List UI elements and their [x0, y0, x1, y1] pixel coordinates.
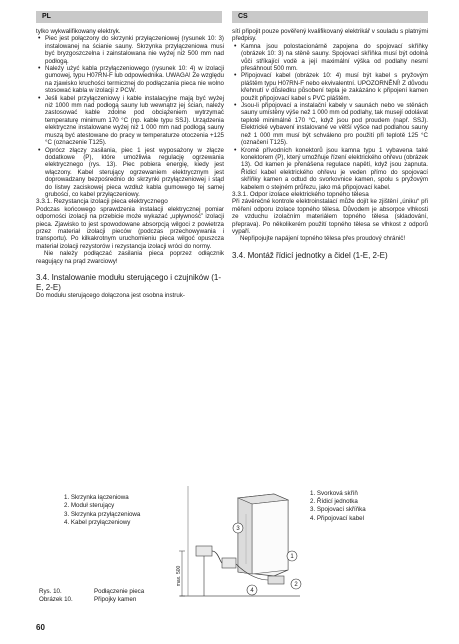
callout-2 [291, 579, 301, 589]
legend-item: 1. Skrzynka łączeniowa [64, 494, 129, 501]
callout-1 [287, 551, 297, 561]
svg-text:4: 4 [250, 588, 254, 594]
bullet-list [36, 35, 224, 198]
subsection-warning: Nepřipojujte napájení topného tělesa přes proudový chránič! [240, 235, 406, 243]
svg-text:2: 2 [294, 582, 298, 588]
legend-item: 4. Připojovací kabel [310, 514, 364, 522]
legend-item: 2. Moduł sterujący [64, 502, 115, 510]
callout-3 [233, 523, 243, 533]
list-item: • Kromě přívodních konektorů jsou kamna typu 1 vybavena také konektorem (P), který umožňuje řízení elektrického ohřevu (obrázek 13). Od kamen je přenášena regulace napětí, když jsou zapnuta. Řídicí kabel elektrického ohřevu je veden přímo do spojovací skříňky kamen a odtud do svorkovnice kamen, spolu s pryžovým kabelem o stejném průřezu, jako má připojovací kabel. [232, 147, 428, 191]
subsection-text: Podczas końcowego sprawdzenia instalacji elektrycznej pomiar odporności izolacji na przebicie może wykazać „upływność” izolacji pieca. Zjawisko to jest spowodowane absorpcją wilgoci z powietrza przez materiał izolacji pieców (podczas przechowywania i transportu). Po kilkakrotnym uruchomieniu pieca wilgoć opuszcza materiał izolacji rezystorów i rezystancja izolacji wróci do normy. [36, 205, 224, 250]
heater-installation-drawing [176, 484, 306, 602]
section-title: 3.4. Instalowanie modułu sterującego i czujników (1-E, 2-E) [36, 273, 221, 292]
legend-item: 2. Řídicí jednotka [310, 498, 358, 506]
legend-item: 3. Skrzynka przyłączeniowa [64, 510, 141, 518]
figure-caption: Podłączenie pieca Připojky kamen [94, 588, 145, 603]
page-number: 60 [36, 623, 45, 632]
section-title: 3.4. Montáž řídicí jednotky a čidel (1-E, 2-E) [232, 250, 388, 260]
language-tag-pl: PL [42, 13, 51, 20]
figure-number: Rys. 10. Obrázek 10. [39, 588, 73, 603]
legend-item: 4. Kabel przyłączeniowy [64, 518, 131, 526]
junction-box [196, 546, 212, 556]
subsection-title: 3.3.1. Rezystancja izolacji pieca elektrycznego [36, 198, 168, 206]
figure-legend-polish [64, 494, 140, 527]
list-item: • Oprócz złączy zasilania, piec 1 jest wyposażony w złącze dodatkowe (P), które umożliwia regulację ogrzewania elektrycznego (rys. 13). Piec pobiera energię, kiedy jest włączony. Kabel sterujący ogrzewaniem elektrycznym jest doprowadzany bezpośrednio do skrzynki przyłączeniowej i stąd do listwy zaciskowej pieca wzdłuż kabla gumowego tej samej grubości, co kabel przyłączeniowy. [36, 147, 224, 199]
subsection-title: 3.3.1. Odpor izolace elektrického topného tělesa [232, 190, 369, 198]
terminal-box [222, 558, 236, 568]
language-tag-cs: CS [238, 13, 248, 20]
svg-text:3: 3 [236, 526, 240, 532]
section-text: Do modułu sterującego dołączona jest osobna instruk- [36, 292, 185, 300]
svg-text:1: 1 [290, 554, 294, 560]
control-unit [268, 576, 284, 584]
column-czech [232, 28, 428, 260]
figure-heater-connections [36, 484, 428, 604]
list-item: • Jsou-li připojovací a instalační kabely v saunách nebo ve stěnách sauny umístěny výše než 1 000 mm od podlahy, tak musejí odolávat teplotě minimálně 170 °C, když jsou pod proudem (např. SSJ). Elektrické vybavení instalované ve větší výšce nad podlahou sauny než 1 000 mm musí být schváleno pro použití při teplotě 125 °C (označení T125). [232, 102, 428, 146]
list-item: • Kamna jsou polostacionárně zapojena do spojovací skříňky (obrázek 10: 3) na stěně sauny. Spojovací skříňka musí být odolná vůči stříkající vodě a její maximální výška od podlahy nesmí přesáhnout 500 mm. [232, 43, 428, 73]
callout-4 [247, 585, 257, 595]
list-item: • Připojovací kabel (obrázek 10: 4) musí být kabel s pryžovým pláštěm typu H07RN-F nebo ekvivalentní. UPOZORNĚNÍ! Z důvodu křehnutí v důsledku působení tepla je zakázáno k připojení kamen použít připojovací kabel s PVC pláštěm. [232, 72, 428, 102]
list-item: • Należy użyć kabla przyłączeniowego (rysunek 10: 4) w izolacji gumowej, typu H07RN-F lub odpowiednika. UWAGA! Ze względu na zjawisko kruchości termicznej do podłączania pieca nie wolno stosować kabla w izolacji z PCW. [36, 65, 224, 95]
language-header-right [232, 11, 428, 23]
legend-item: 1. Svorková skříň [310, 490, 358, 497]
heater-body [238, 494, 288, 576]
subsection-text: Při závěrečné kontrole elektroinstalací může dojít ke zjištění „úniku“ při měření odporu izolace topného tělesa. Důvodem je absorpce vlhkosti ze vzduchu izolačním materiálem topného tělesa (skladování, přeprava). Po několikerém použití topného tělesa se vlhkost z odporů vypaří. [232, 198, 428, 235]
connection-cable [212, 551, 222, 563]
list-item: • Jeśli kabel przyłączeniowy i kable instalacyjne mają być wyżej niż 1000 mm nad podłogą sauny lub wewnątrz jej ścian, należy zastosować kable zdolne pod obciążeniem wytrzymać temperaturę minimum 170 °C (np. kable typu SSJ). Urządzenia elektryczne instalowane wyżej niż 1 000 mm nad podłogą sauny muszą być atestowane do pracy w temperaturze otoczenia +125 °C (oznaczenie T125). [36, 95, 224, 147]
intro-text: sítí připojit pouze pověřený kvalifikovaný elektrikář v souladu s platnými předpisy. [232, 28, 428, 43]
column-polish [36, 28, 224, 300]
language-header-left [36, 11, 222, 23]
dimension-label: max. 500 [176, 565, 182, 587]
legend-item: 3. Spojovací skříňka [310, 506, 366, 514]
figure-legend-czech [310, 490, 366, 523]
subsection-warning: Nie należy podłączać zasilania pieca poprzez odłącznik reagujący na prąd zwarciowy! [36, 250, 224, 265]
bullet-list [232, 43, 428, 191]
intro-text: tylko wykwalifikowany elektryk. [36, 28, 121, 35]
list-item: • Piec jest połączony do skrzynki przyłączeniowej (rysunek 10: 3) instalowanej na ścianie sauny. Skrzynka przyłączeniowa musi być bryzgoszczelna i zainstalowana nie wyżej niż 500 mm nad podłogą. [36, 35, 224, 65]
